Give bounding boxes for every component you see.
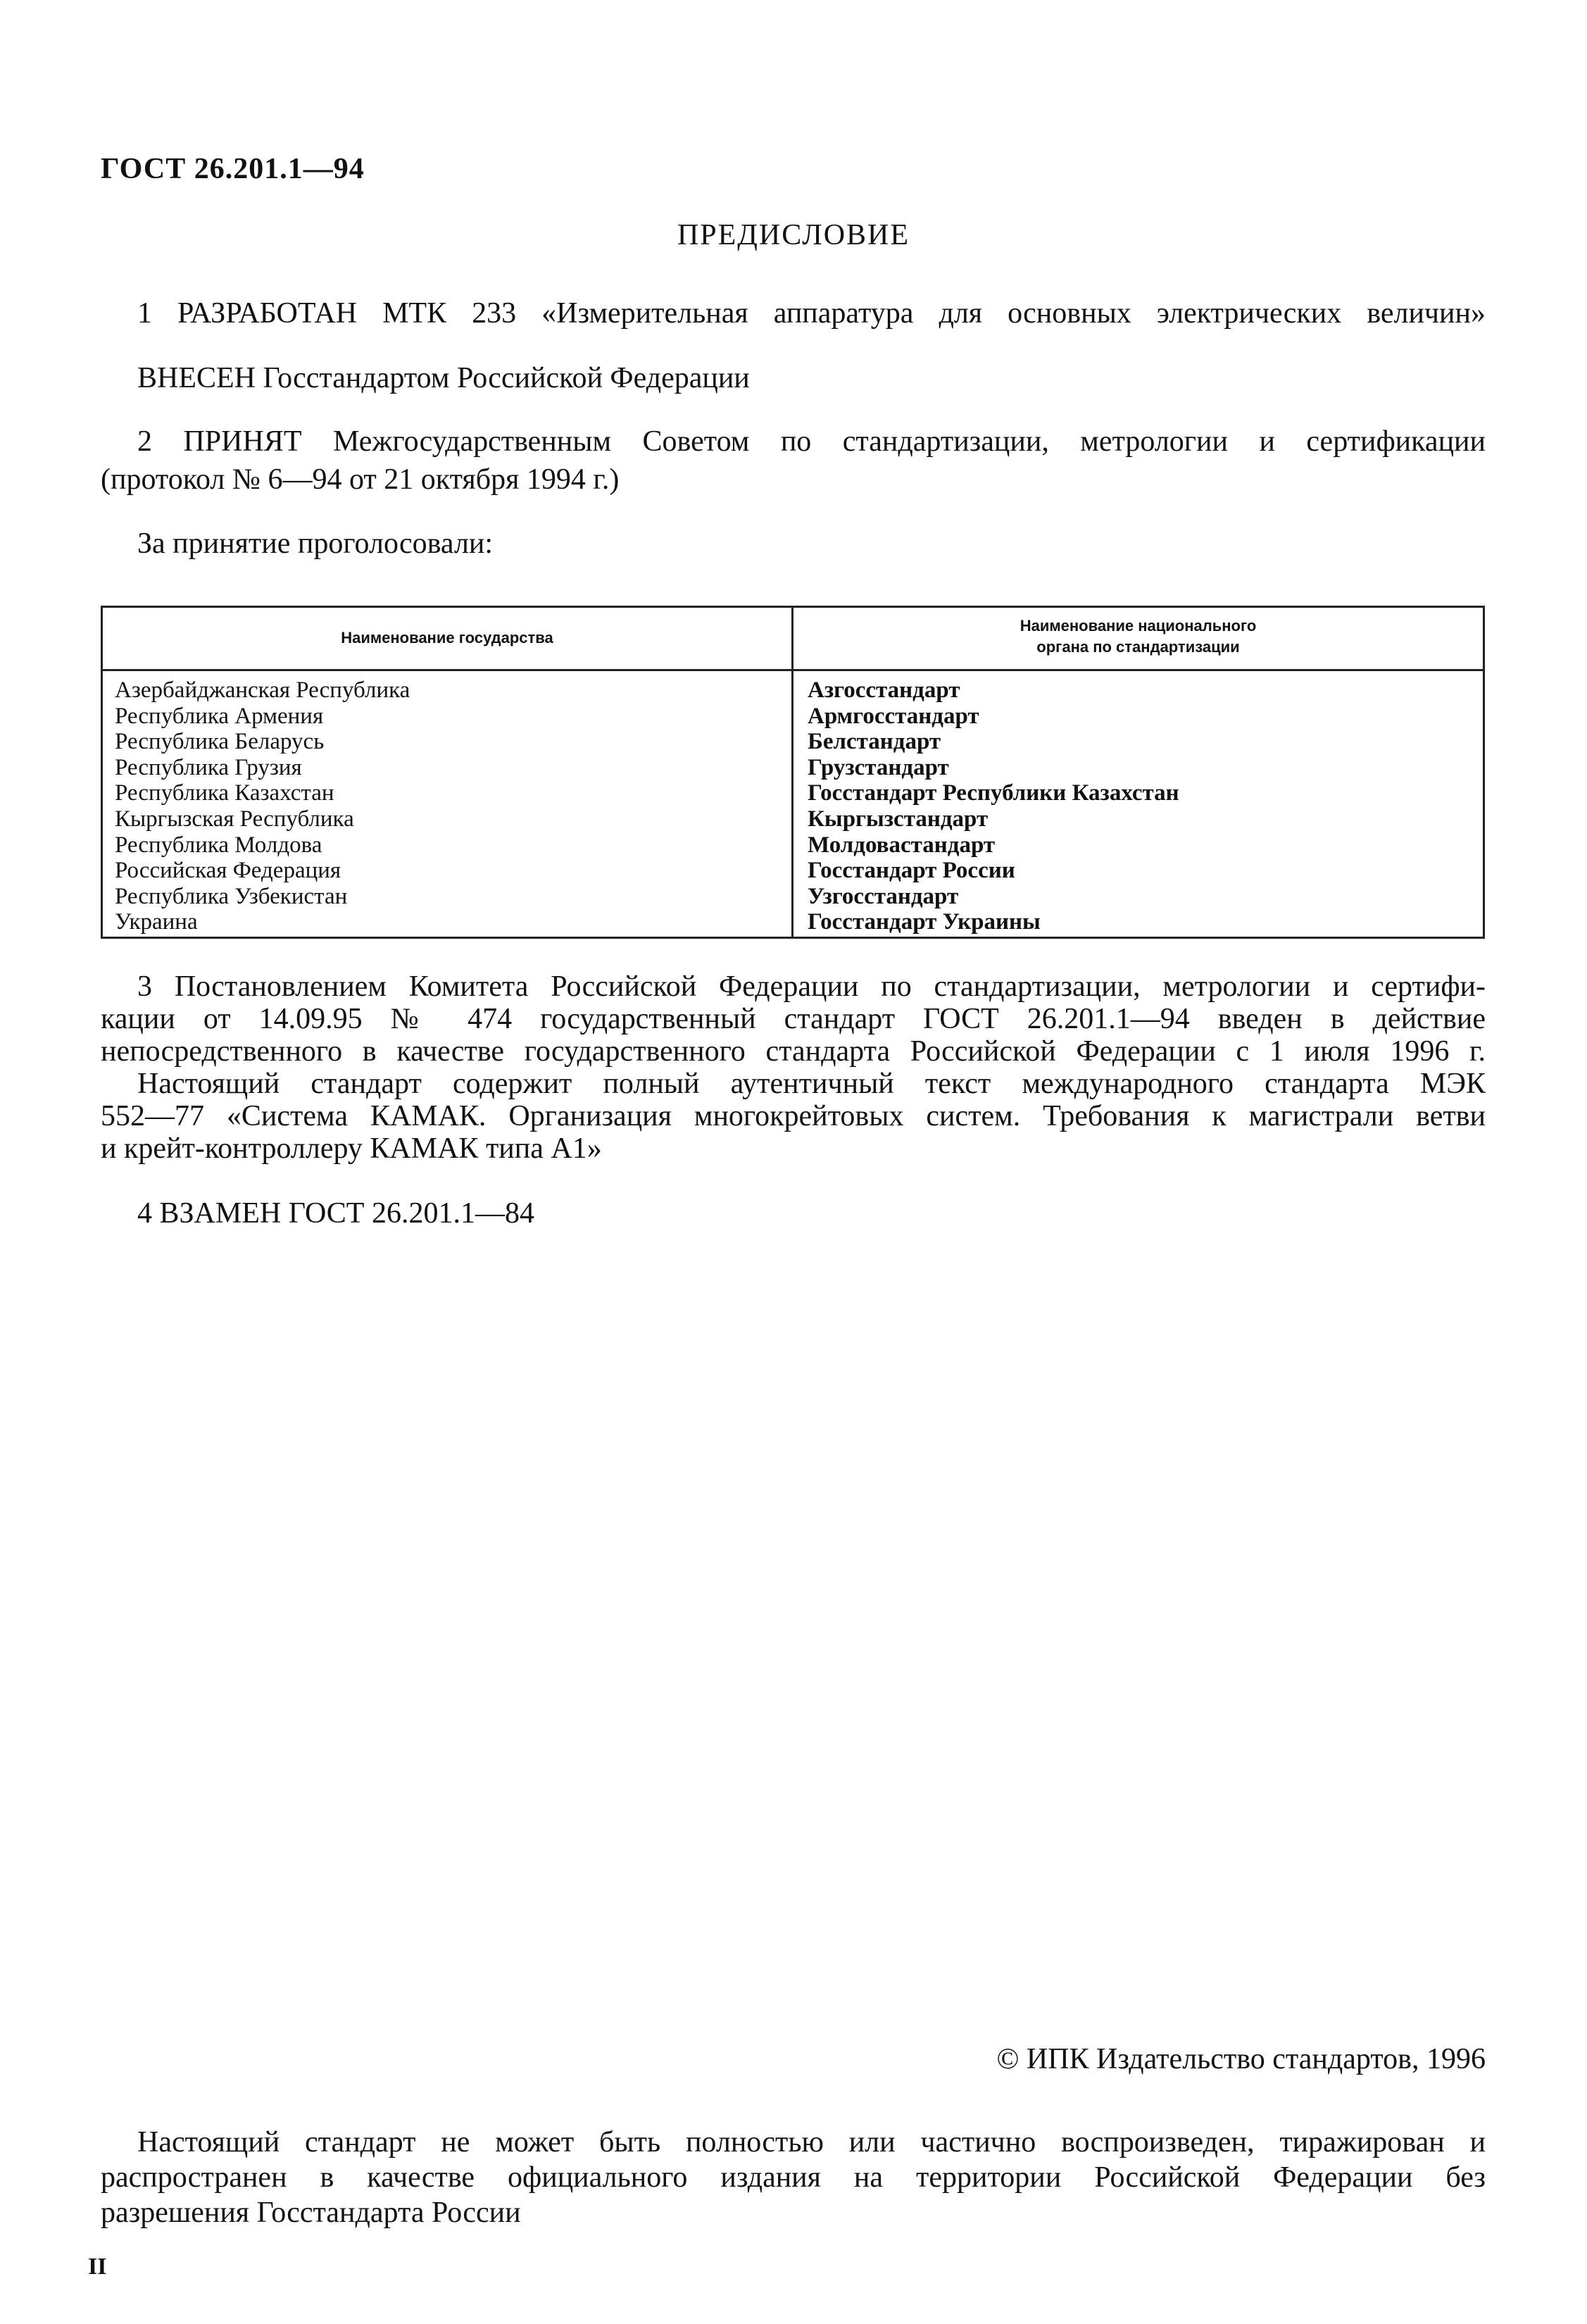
table-cell-body: Госстандарт Украины: [808, 909, 1041, 935]
table-column-bodies: [808, 677, 1179, 935]
copyright-notice: © ИПК Издательство стандартов, 1996: [996, 2043, 1486, 2075]
section-1-introduced: ВНЕСЕН Госстандартом Российской Федерации: [137, 362, 750, 394]
table-cell-state: Республика Казахстан: [115, 780, 334, 806]
table-cell-body: Армгосстандарт: [808, 703, 979, 729]
table-cell-state: Украина: [115, 909, 198, 935]
table-cell-body: Госстандарт Республики Казахстан: [808, 780, 1179, 806]
section-1-developed: 1 РАЗРАБОТАН МТК 233 «Измерительная аппаратура для основных электрических величин»: [137, 297, 1486, 330]
table-cell-body: Госстандарт России: [808, 858, 1015, 884]
page-title: ПРЕДИСЛОВИЕ: [677, 219, 910, 251]
table-cell-state: Республика Армения: [115, 703, 324, 729]
table-column-states: [115, 677, 410, 935]
table-cell-state: Российская Федерация: [115, 858, 341, 884]
section-3-line: Настоящий стандарт содержит полный аутентичный текст международного стандарта МЭК: [137, 1068, 1486, 1100]
table-header-state: Наименование государства: [341, 629, 553, 646]
table-cell-state: Кыргызская Республика: [115, 806, 354, 832]
table-header-body-line2: органа по стандартизации: [1036, 638, 1240, 656]
reproduction-notice-line: разрешения Госстандарта России: [101, 2197, 521, 2229]
section-3-line: и крейт-контроллеру КАМАК типа А1»: [101, 1132, 602, 1165]
section-4-replaces: 4 ВЗАМЕН ГОСТ 26.201.1—84: [137, 1197, 534, 1230]
section-2-adopted: 2 ПРИНЯТ Межгосударственным Советом по стандартизации, метрологии и сертификации: [137, 425, 1486, 458]
table-cell-state: Республика Молдова: [115, 832, 322, 858]
table-cell-state: Республика Узбекистан: [115, 883, 348, 909]
table-header-body-line1: Наименование национального: [1020, 617, 1257, 635]
section-3-line: непосредственного в качестве государственного стандарта Российской Федерации с 1 июля 1996 г.: [101, 1035, 1486, 1068]
table-cell-state: Республика Грузия: [115, 754, 302, 780]
section-3-line: 3 Постановлением Комитета Российской Федерации по стандартизации, метрологии и сертифи-: [137, 970, 1486, 1003]
section-3-line: 552—77 «Система КАМАК. Организация многокрейтовых систем. Требования к магистрали ветви: [101, 1100, 1486, 1132]
section-3-line: кации от 14.09.95 № 474 государственный стандарт ГОСТ 26.201.1—94 введен в действие: [101, 1003, 1486, 1035]
table-cell-body: Азгосстандарт: [808, 677, 960, 703]
table-header-divider: [101, 669, 1485, 671]
page-number: II: [88, 2254, 107, 2280]
reproduction-notice-line: распространен в качестве официального издания на территории Российской Федерации без: [101, 2161, 1486, 2194]
table-cell-body: Узгосстандарт: [808, 883, 959, 909]
table-cell-body: Кыргызстандарт: [808, 806, 989, 832]
table-cell-state: Азербайджанская Республика: [115, 677, 410, 703]
reproduction-notice-line: Настоящий стандарт не может быть полностью или частично воспроизведен, тиражирован и: [137, 2126, 1486, 2159]
vote-caption: За принятие проголосовали:: [137, 527, 494, 560]
table-header-body: [794, 616, 1483, 658]
table-cell-body: Белстандарт: [808, 729, 941, 755]
table-cell-state: Республика Беларусь: [115, 729, 325, 755]
section-2-protocol: (протокол № 6—94 от 21 октября 1994 г.): [101, 463, 620, 496]
document-number: ГОСТ 26.201.1—94: [101, 153, 365, 185]
table-cell-body: Грузстандарт: [808, 754, 949, 780]
table-cell-body: Молдовастандарт: [808, 832, 996, 858]
